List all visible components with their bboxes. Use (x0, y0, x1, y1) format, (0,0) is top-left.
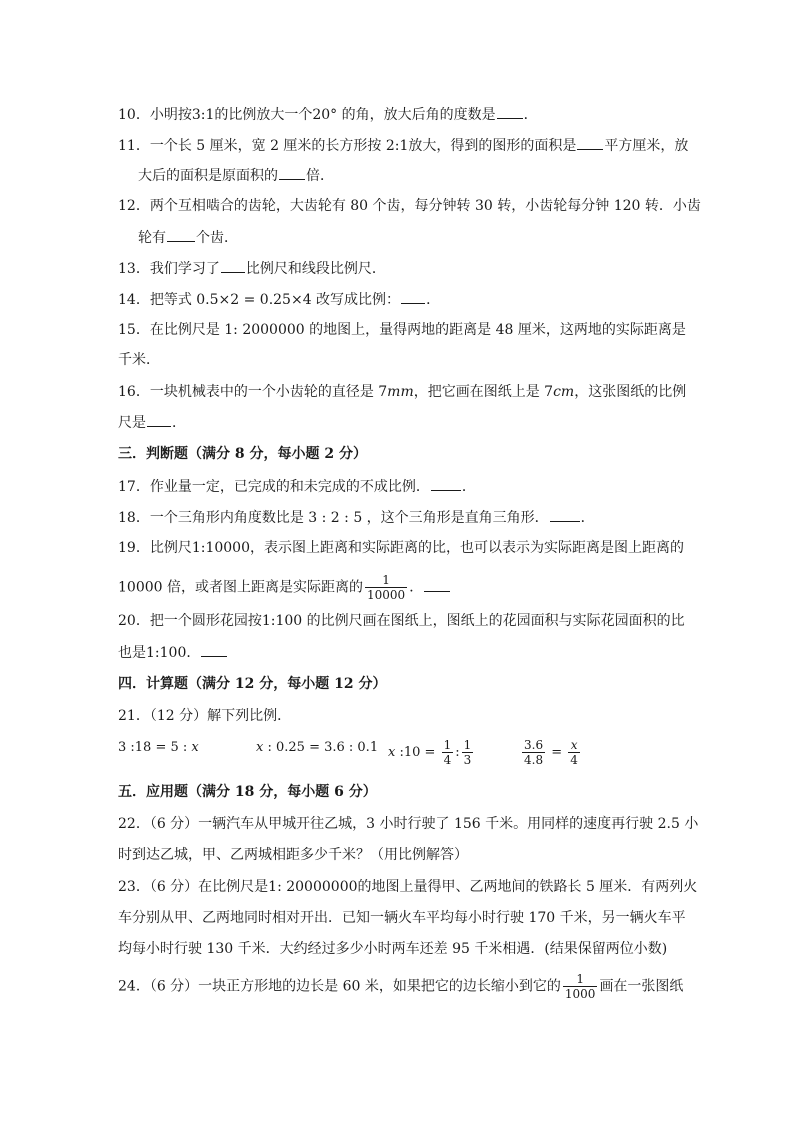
question-19-cont: 10000 倍，或者图上距离是实际距离的 $\frac{1}{10000}$ ． (118, 573, 678, 602)
answer-blank[interactable] (577, 135, 603, 150)
question-text: 23．（6 分）在比例尺是1: 20000000的地图上量得甲、乙两地间的铁路长 5 厘米．有两列火 (118, 879, 698, 895)
answer-blank[interactable] (279, 165, 305, 180)
question-text: 24．（6 分）一块正方形地的边长是 60 米，如果把它的边长缩小到它的 (118, 978, 561, 995)
question-13: 13．我们学习了 比例尺和线段比例尺． (118, 258, 678, 279)
question-text: 19．比例尺1:10000，表示图上距离和实际距离的比，也可以表示为实际距离是图上距离的 (118, 540, 684, 556)
question-10: 10．小明按3:1的比例放大一个20° 的角，放大后角的度数是 ． (118, 104, 678, 125)
question-21: 21．（12 分）解下列比例． (118, 708, 292, 724)
answer-blank[interactable] (201, 642, 227, 657)
fraction: $\frac{x}{4}$ (570, 738, 578, 767)
question-18: 18．一个三角形内角度数比是 3 : 2 : 5 ，这个三角形是直角三角形． ． (118, 507, 678, 528)
question-11: 11．一个长 5 厘米，宽 2 厘米的长方形按 2:1放大，得到的图形的面积是 平方厘米，放 (118, 135, 678, 156)
question-23-cont: 车分别从甲、乙两地同时相对开出．已知一辆火车平均每小时行驶 170 千米，另一辆火车平 (118, 910, 686, 926)
question-text: 13．我们学习了 (118, 261, 220, 277)
question-12-cont: 轮有 个齿． (138, 227, 698, 248)
answer-blank[interactable] (401, 289, 425, 304)
question-23-cont-2: 均每小时行驶 130 千米．大约经过多少小时两车还差 95 千米相遇．(结果保留两位小数) (118, 941, 668, 957)
question-16: 16．一块机械表中的一个小齿轮的直径是 7mm，把它画在图纸上是 7cm，这张图纸的比例 (118, 384, 687, 400)
question-text: 17．作业量一定，已完成的和未完成的不成比例． (118, 479, 430, 495)
answer-blank[interactable] (550, 507, 580, 522)
fraction: $\frac{1}{4}$ (443, 738, 452, 767)
question-22-cont: 时到达乙城，甲、乙两城相距多少千米？（用比例解答） (118, 847, 468, 863)
question-20 (118, 611, 685, 631)
fraction: $\frac{1}{3}$ (463, 738, 472, 767)
question-12 (118, 196, 701, 216)
question-22 (118, 814, 699, 834)
section-3-heading: 三．判断题（满分 8 分，每小题 2 分） (118, 446, 367, 462)
question-14: 14．把等式 0.5×2 = 0.25×4 改写成比例： ． (118, 289, 678, 310)
answer-blank[interactable] (424, 577, 450, 592)
answer-blank[interactable] (167, 227, 195, 242)
answer-blank[interactable] (431, 476, 461, 491)
question-15 (118, 320, 686, 340)
fraction: $\frac{1}{10000}$ (367, 573, 406, 602)
answer-blank[interactable] (147, 412, 171, 427)
question-11-cont: 大后的面积是原面积的 倍． (138, 165, 698, 186)
equation-4: $\frac{3.6}{4.8}$ = $\frac{x}{4}$ (524, 738, 578, 767)
question-19 (118, 538, 684, 558)
question-text: 15．在比例尺是 1: 2000000 的地图上，量得两地的距离是 48 厘米，这两地的实际距离是 (118, 322, 686, 338)
question-24: 24．（6 分）一块正方形地的边长是 60 米，如果把它的边长缩小到它的 $\frac{1}{1000}$ 画在一张图纸 (118, 972, 684, 1001)
question-17: 17．作业量一定，已完成的和未完成的不成比例． ． (118, 476, 678, 497)
question-23 (118, 877, 698, 897)
question-15-cont: 千米． (118, 352, 160, 368)
question-text: 16．一块机械表中的一个小齿轮的直径是 7 (118, 384, 388, 400)
equation-1: 3 :18 = 5 : x (118, 740, 199, 755)
question-16-cont: 尺是 ． (118, 412, 678, 433)
section-4-heading: 四．计算题（满分 12 分，每小题 12 分） (118, 676, 387, 692)
section-5-heading: 五．应用题（满分 18 分，每小题 6 分） (118, 784, 377, 800)
equation-2: x : 0.25 = 3.6 : 0.1 (256, 740, 379, 755)
fraction: $\frac{1}{1000}$ (564, 972, 596, 1001)
fraction: $\frac{3.6}{4.8}$ (524, 738, 544, 767)
question-text: 14．把等式 0.5×2 = 0.25×4 改写成比例： (118, 292, 401, 308)
question-20-cont: 也是1:100． (118, 642, 678, 663)
answer-blank[interactable] (497, 104, 523, 119)
question-text: 18．一个三角形内角度数比是 3 : 2 : 5 ，这个三角形是直角三角形． (118, 510, 549, 526)
question-text: 12．两个互相啮合的齿轮，大齿轮有 80 个齿，每分钟转 30 转，小齿轮每分钟 120 转．小齿 (118, 198, 701, 214)
question-text: 20．把一个圆形花园按1:100 的比例尺画在图纸上，图纸上的花园面积与实际花园面积的比 (118, 613, 685, 629)
question-text: 10．小明按3:1的比例放大一个20° 的角，放大后角的度数是 (118, 107, 496, 123)
answer-blank[interactable] (221, 258, 245, 273)
question-text: 11．一个长 5 厘米，宽 2 厘米的长方形按 2:1放大，得到的图形的面积是 (118, 138, 577, 154)
equation-3: x :10 = $\frac{1}{4}$ : $\frac{1}{3}$ (388, 738, 472, 767)
question-text: 22．（6 分）一辆汽车从甲城开往乙城，3 小时行驶了 156 千米。用同样的速度再行驶 2.5 小 (118, 816, 699, 832)
